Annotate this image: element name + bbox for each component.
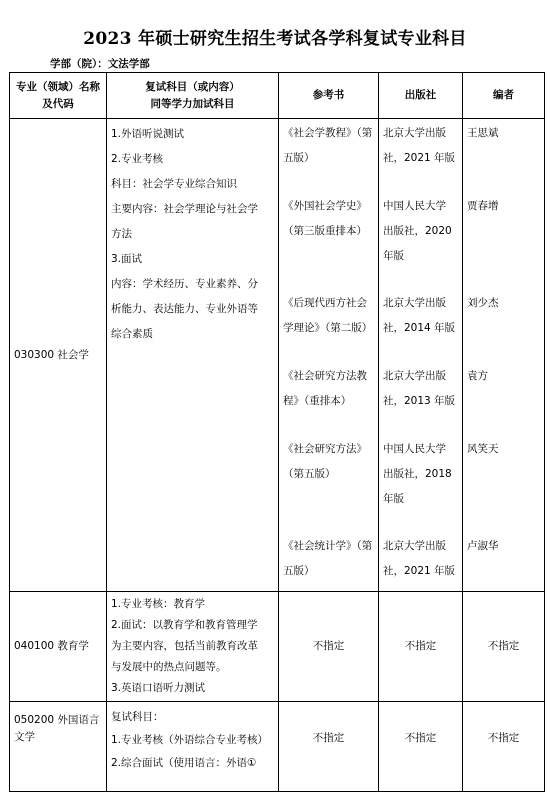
publisher-line: 年版 [383, 493, 404, 505]
subject-line: 内容：学术经历、专业素养、分 [111, 278, 258, 290]
publisher-item [383, 437, 458, 514]
subject-line: 与发展中的热点问题等。 [111, 661, 227, 673]
publisher-cell: 不指定 [379, 592, 463, 702]
header-subjects-line1: 复试科目（或内容） [145, 80, 240, 93]
refbook-line: 《社会统计学》（第 [283, 540, 373, 552]
refbook-item [283, 121, 374, 174]
publisher-item [383, 534, 458, 587]
editor-item [467, 194, 540, 271]
publisher-cell [379, 119, 463, 592]
editor-cell: 不指定 [463, 702, 545, 792]
publisher-line: 社，2021 年版 [383, 152, 456, 164]
subject-line: 2.面试：以教育学和教育管理学 [111, 619, 258, 631]
publisher-line: 出版社，2020 [383, 225, 452, 237]
subject-line: 1.专业考核（外语综合专业考核） [111, 734, 269, 746]
refbook-line: 《社会学教程》（第 [283, 127, 373, 139]
editor-item [467, 291, 540, 344]
subject-line: 1.外语听说测试 [111, 128, 185, 140]
publisher-item [383, 121, 458, 174]
editor-item [467, 121, 540, 174]
publisher-cell: 不指定 [379, 702, 463, 792]
subjects-cell [107, 702, 279, 792]
header-refbook: 参考书 [279, 73, 379, 119]
publisher-line: 北京大学出版 [383, 127, 446, 139]
header-publisher: 出版社 [379, 73, 463, 119]
refbook-cell [279, 119, 379, 592]
refbook-item [283, 291, 374, 344]
editor-cell: 不指定 [463, 592, 545, 702]
subject-line: 2.专业考核 [111, 153, 164, 165]
major-line: 文学 [14, 731, 35, 743]
table-row [10, 119, 545, 592]
subject-line: 方法 [111, 228, 132, 240]
refbook-item [283, 364, 374, 417]
header-subjects-line2: 同等学力加试科目 [150, 97, 235, 110]
refbook-line: 《社会研究方法》 [283, 443, 367, 455]
publisher-line: 年版 [383, 250, 404, 262]
editor-item [467, 534, 540, 587]
department-label: 学部（院）：文法学部 [50, 58, 150, 70]
editor-name: 袁方 [467, 370, 488, 382]
refbook-line: 五版） [283, 565, 315, 577]
refbook-item [283, 437, 374, 514]
major-cell: 030300 社会学 [10, 119, 107, 592]
publisher-line: 中国人民大学 [383, 443, 446, 455]
publisher-line: 社，2021 年版 [383, 565, 456, 577]
page-title: 2023 年硕士研究生招生考试各学科复试专业科目 [83, 29, 467, 49]
subject-line: 3.英语口语听力测试 [111, 682, 206, 694]
refbook-line: 学理论》（第二版） [283, 322, 373, 334]
refbook-item [283, 534, 374, 587]
editor-item [467, 437, 540, 514]
major-cell: 040100 教育学 [10, 592, 107, 702]
publisher-line: 出版社，2018 [383, 468, 452, 480]
major-line: 050200 外国语言 [14, 714, 100, 726]
refbook-line: 《后现代西方社会 [283, 297, 367, 309]
refbook-line: 程》（重排本） [283, 395, 352, 407]
table-row [10, 592, 545, 702]
subject-line: 2.综合面试（使用语言：外语① [111, 757, 257, 769]
refbook-line: 《社会研究方法教 [283, 370, 367, 382]
refbook-line: （第五版） [283, 468, 336, 480]
subjects-table [9, 72, 545, 792]
subject-line: 1.专业考核：教育学 [111, 598, 206, 610]
header-editor: 编者 [463, 73, 545, 119]
publisher-line: 北京大学出版 [383, 370, 446, 382]
editor-cell [463, 119, 545, 592]
publisher-line: 北京大学出版 [383, 540, 446, 552]
editor-name: 风笑天 [467, 443, 499, 455]
subject-line: 综合素质 [111, 328, 153, 340]
editor-name: 刘少杰 [467, 297, 499, 309]
header-major-line1: 专业（领域）名称 [16, 80, 100, 93]
refbook-item [283, 194, 374, 271]
subjects-cell [107, 592, 279, 702]
refbook-cell: 不指定 [279, 592, 379, 702]
table-row [10, 702, 545, 792]
publisher-line: 北京大学出版 [383, 297, 446, 309]
subject-line: 主要内容：社会学理论与社会学 [111, 203, 258, 215]
subject-line: 析能力、表达能力、专业外语等 [111, 303, 258, 315]
major-cell [10, 702, 107, 792]
editor-name: 卢淑华 [467, 540, 499, 552]
editor-item [467, 364, 540, 417]
publisher-item [383, 291, 458, 344]
editor-name: 贾春增 [467, 200, 499, 212]
publisher-item [383, 194, 458, 271]
header-major [10, 73, 107, 119]
refbook-line: （第三版重排本） [283, 225, 367, 237]
subjects-cell [107, 119, 279, 592]
publisher-line: 社，2014 年版 [383, 322, 456, 334]
subject-line: 科目：社会学专业综合知识 [111, 178, 237, 190]
publisher-item [383, 364, 458, 417]
header-major-line2: 及代码 [42, 97, 74, 110]
editor-name: 王思斌 [467, 127, 499, 139]
subject-line: 3.面试 [111, 253, 143, 265]
refbook-cell: 不指定 [279, 702, 379, 792]
publisher-line: 中国人民大学 [383, 200, 446, 212]
refbook-line: 《外国社会学史》 [283, 200, 367, 212]
subject-line: 复试科目： [111, 711, 164, 723]
publisher-line: 社，2013 年版 [383, 395, 456, 407]
subject-line: 为主要内容，包括当前教育改革 [111, 640, 258, 652]
refbook-line: 五版） [283, 152, 315, 164]
header-subjects [107, 73, 279, 119]
table-header-row [10, 73, 545, 119]
